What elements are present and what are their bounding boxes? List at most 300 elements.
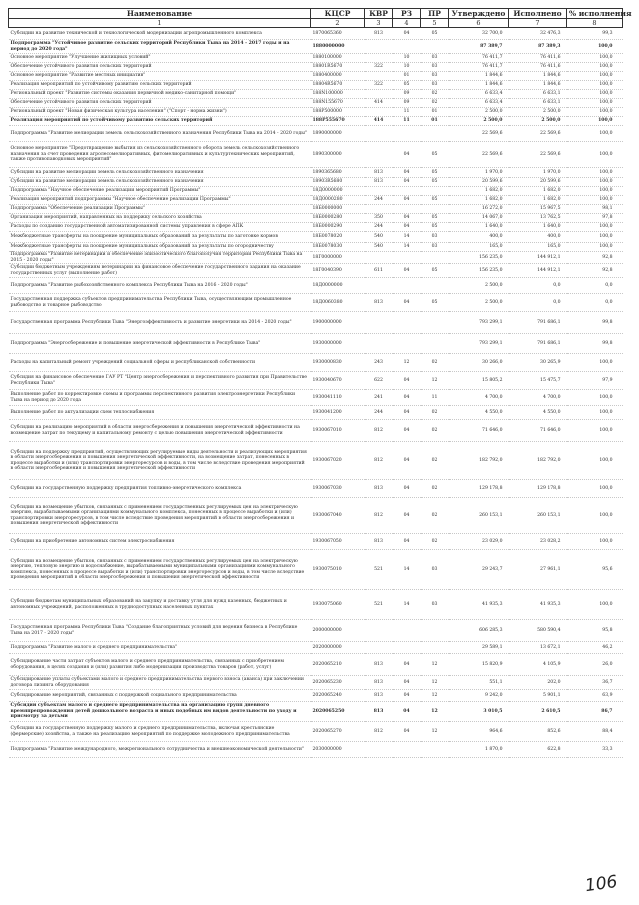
row-approved-cell: 15 820,9: [449, 654, 509, 676]
row-kvr-cell: 813: [365, 654, 393, 676]
row-kvr-cell: 813: [365, 178, 393, 187]
table-row: [9, 702, 623, 722]
row-pr-cell: [421, 742, 449, 758]
row-percent-cell: 92,8: [567, 252, 623, 264]
row-kcsr-cell: 1930041200: [311, 406, 365, 420]
row-kvr-cell: [365, 108, 393, 117]
row-pr-cell: [421, 278, 449, 294]
row-rz-cell: 09: [393, 99, 421, 108]
row-rz-cell: [393, 252, 421, 264]
row-kcsr-cell: 188P500000: [311, 108, 365, 117]
table-row: [9, 294, 623, 312]
table-row: [9, 420, 623, 442]
row-kvr-cell: 611: [365, 264, 393, 278]
row-percent-cell: 100,0: [567, 590, 623, 620]
row-kcsr-cell: 2020065270: [311, 722, 365, 742]
row-kcsr-cell: 1930067050: [311, 534, 365, 550]
table-row: [9, 550, 623, 590]
row-percent-cell: 97,8: [567, 214, 623, 223]
row-kvr-cell: 813: [365, 534, 393, 550]
row-percent-cell: 100,0: [567, 498, 623, 534]
header-number: 1: [9, 19, 311, 28]
row-approved-cell: 22 569,6: [449, 126, 509, 142]
row-percent-cell: 99,8: [567, 312, 623, 334]
row-percent-cell: 100,0: [567, 534, 623, 550]
row-kvr-cell: [365, 278, 393, 294]
row-kvr-cell: [365, 312, 393, 334]
row-approved-cell: 23 029,0: [449, 534, 509, 550]
row-executed-cell: 165,0: [509, 243, 567, 252]
row-executed-cell: 4 105,9: [509, 654, 567, 676]
row-kvr-cell: [365, 72, 393, 81]
row-kcsr-cell: 18Б0000290: [311, 223, 365, 232]
row-approved-cell: 32 700,0: [449, 28, 509, 40]
table-row: [9, 654, 623, 676]
row-approved-cell: 1 870,0: [449, 742, 509, 758]
row-pr-cell: [421, 252, 449, 264]
row-percent-cell: 26,0: [567, 654, 623, 676]
table-row: [9, 142, 623, 168]
row-kcsr-cell: 188N155670: [311, 99, 365, 108]
row-executed-cell: 791 686,1: [509, 334, 567, 354]
row-rz-cell: 04: [393, 390, 421, 406]
row-approved-cell: 260 153,1: [449, 498, 509, 534]
row-percent-cell: 100,0: [567, 442, 623, 480]
row-kvr-cell: [365, 40, 393, 54]
table-row: [9, 196, 623, 205]
row-name-cell: Субсидии на возмещение убытков, связанных с применением государственных регулируемых цен на электрическую энергию, вырабатываемыми организациями коммунального комплекса, понесенных в процессе выработки и (или) транспортировки энергоресурсов, в том числе вследствие проведения мероприятий в области энергосбережения и повышения энергетической эффективности: [9, 498, 311, 534]
row-approved-cell: 14 067,0: [449, 214, 509, 223]
row-pr-cell: 02: [421, 534, 449, 550]
row-pr-cell: 11: [421, 390, 449, 406]
header-percent: % исполнения: [567, 9, 623, 19]
row-rz-cell: 10: [393, 54, 421, 63]
table-row: [9, 205, 623, 214]
row-approved-cell: 3 010,5: [449, 702, 509, 722]
row-percent-cell: 100,0: [567, 223, 623, 232]
row-kvr-cell: 813: [365, 676, 393, 690]
table-row: [9, 81, 623, 90]
row-rz-cell: 04: [393, 168, 421, 178]
header-pr: ПР: [421, 9, 449, 19]
row-name-cell: Субсидирование мероприятий, связанных с поддержкой социального предпринимательства: [9, 690, 311, 702]
row-rz-cell: 04: [393, 690, 421, 702]
row-percent-cell: 100,0: [567, 72, 623, 81]
row-kcsr-cell: 2030000000: [311, 742, 365, 758]
table-row: [9, 534, 623, 550]
row-percent-cell: 100,0: [567, 142, 623, 168]
row-name-cell: Расходы на капитальный ремонт учреждений социальной сферы и республиканской собственности: [9, 354, 311, 372]
row-kvr-cell: 414: [365, 117, 393, 126]
table-row: [9, 480, 623, 498]
table-row: [9, 63, 623, 72]
row-executed-cell: 20 599,6: [509, 178, 567, 187]
row-rz-cell: 04: [393, 534, 421, 550]
table-row: [9, 498, 623, 534]
row-kcsr-cell: 2020065210: [311, 654, 365, 676]
header-row: [9, 9, 623, 19]
row-rz-cell: 14: [393, 243, 421, 252]
row-kcsr-cell: 1880100000: [311, 54, 365, 63]
row-pr-cell: 02: [421, 498, 449, 534]
row-rz-cell: [393, 312, 421, 334]
row-name-cell: Основное мероприятие "Предотвращение выбытия из сельскохозяйственного оборота земель сельскохозяйственного назначения за счет проведения агролесомелиоративных, фитомелиоративных и культуртехнических мероприятий, также противопаводковых мероприятий": [9, 142, 311, 168]
row-rz-cell: 04: [393, 214, 421, 223]
table-row: [9, 90, 623, 99]
row-rz-cell: [393, 278, 421, 294]
row-pr-cell: 12: [421, 722, 449, 742]
row-rz-cell: 04: [393, 178, 421, 187]
row-rz-cell: [393, 205, 421, 214]
row-name-cell: Государственная поддержка субъектов предпринимательства Республики Тыва, осуществляющим промышленное рыбоводство и товарное рыбоводство: [9, 294, 311, 312]
row-percent-cell: 100,0: [567, 63, 623, 72]
row-percent-cell: 100,0: [567, 480, 623, 498]
row-approved-cell: 165,0: [449, 243, 509, 252]
row-percent-cell: 86,7: [567, 702, 623, 722]
row-kvr-cell: [365, 334, 393, 354]
table-row: [9, 742, 623, 758]
table-body: [9, 28, 623, 758]
row-pr-cell: 12: [421, 676, 449, 690]
row-name-cell: Подпрограмма "Развитие малого и среднего предпринимательства": [9, 642, 311, 654]
row-executed-cell: 202,0: [509, 676, 567, 690]
row-percent-cell: 0,0: [567, 278, 623, 294]
row-kvr-cell: [365, 54, 393, 63]
row-kcsr-cell: 1890000000: [311, 126, 365, 142]
row-pr-cell: 03: [421, 81, 449, 90]
row-name-cell: Субсидии бюджетным учреждениям ветеринарии на финансовое обеспечение государственного задания на оказание государственных услуг (выполнение работ): [9, 264, 311, 278]
row-rz-cell: 04: [393, 28, 421, 40]
table-row: [9, 214, 623, 223]
row-rz-cell: 11: [393, 108, 421, 117]
row-rz-cell: 09: [393, 90, 421, 99]
row-name-cell: Субсидии на приобретение автономных систем электроснабжения: [9, 534, 311, 550]
row-kvr-cell: 812: [365, 722, 393, 742]
row-approved-cell: 4 700,0: [449, 390, 509, 406]
row-name-cell: Выполнение работ по актуализации схем теплоснабжения: [9, 406, 311, 420]
row-kcsr-cell: 1930067020: [311, 442, 365, 480]
row-executed-cell: 1 970,0: [509, 168, 567, 178]
table-row: [9, 232, 623, 243]
row-name-cell: Организация мероприятий, направленных на поддержку сельского хозяйства: [9, 214, 311, 223]
row-pr-cell: 02: [421, 480, 449, 498]
header-name: Наименование: [9, 9, 311, 19]
row-pr-cell: 02: [421, 354, 449, 372]
row-name-cell: Субсидия на финансовое обеспечение ГАУ РТ "Центр энергосбережения и перспективного развития при Правительстве Республики Тыва": [9, 372, 311, 390]
row-name-cell: Субсидирование уплаты субъектами малого и среднего предпринимательства первого взноса (аванса) при заключении договора лизинга оборудования: [9, 676, 311, 690]
row-kcsr-cell: 1930067010: [311, 420, 365, 442]
header-number: 8: [567, 19, 623, 28]
row-rz-cell: [393, 642, 421, 654]
row-approved-cell: 2 500,0: [449, 278, 509, 294]
row-executed-cell: 13 672,1: [509, 642, 567, 654]
row-percent-cell: 63,9: [567, 690, 623, 702]
row-pr-cell: 02: [421, 442, 449, 480]
row-approved-cell: 22 569,6: [449, 142, 509, 168]
row-name-cell: Подпрограмма "Научное обеспечение реализации мероприятий Программы": [9, 187, 311, 196]
row-rz-cell: 04: [393, 294, 421, 312]
row-approved-cell: 129 178,8: [449, 480, 509, 498]
row-pr-cell: [421, 205, 449, 214]
row-kcsr-cell: 1930000830: [311, 354, 365, 372]
row-kcsr-cell: 18Д0000280: [311, 196, 365, 205]
row-rz-cell: [393, 126, 421, 142]
row-approved-cell: 29 243,7: [449, 550, 509, 590]
row-percent-cell: 99,3: [567, 28, 623, 40]
row-executed-cell: 1 682,0: [509, 187, 567, 196]
row-kvr-cell: 813: [365, 480, 393, 498]
row-rz-cell: 01: [393, 72, 421, 81]
document-sheet: [8, 8, 632, 758]
row-approved-cell: 793 299,1: [449, 312, 509, 334]
row-percent-cell: 100,0: [567, 420, 623, 442]
row-name-cell: Субсидии на возмещение убытков, связанных с применением государственных регулируемых цен на электрическую энергию, тепловую энергию и водоснабжение, вырабатываемыми муниципальными организациями коммунального комплекса, понесенных в процессе выработки и (или) транспортировки энергоресурсов и воды, в том числе вследствие проведения мероприятий в области энергосбережения и повышения энергетической эффективности: [9, 550, 311, 590]
row-rz-cell: 14: [393, 232, 421, 243]
row-kcsr-cell: 1870065360: [311, 28, 365, 40]
row-executed-cell: 129 178,8: [509, 480, 567, 498]
row-executed-cell: 15 967,5: [509, 205, 567, 214]
row-kvr-cell: [365, 90, 393, 99]
row-executed-cell: 6 633,1: [509, 90, 567, 99]
row-name-cell: Субсидии на поддержку предприятий, осуществляющих регулируемые виды деятельности и реализующих мероприятия в области энергосбережения и повышения энергетической эффективности, на возмещение затрат, понесенных в процессе выработки и (или) транспортировки энергоресурсов и воды, в том числе вследствие проведения мероприятий в области энергосбережения и повышения энергетической эффективности: [9, 442, 311, 480]
row-kcsr-cell: 2020065250: [311, 702, 365, 722]
row-rz-cell: [393, 187, 421, 196]
row-executed-cell: 1 844,6: [509, 72, 567, 81]
budget-execution-table: [8, 8, 632, 758]
row-percent-cell: 100,0: [567, 54, 623, 63]
row-pr-cell: [421, 40, 449, 54]
row-rz-cell: 04: [393, 654, 421, 676]
row-executed-cell: 5 901,1: [509, 690, 567, 702]
table-row: [9, 126, 623, 142]
table-row: [9, 334, 623, 354]
row-executed-cell: 41 935,3: [509, 590, 567, 620]
row-name-cell: Обеспечение устойчивого развития сельских территорий: [9, 99, 311, 108]
row-percent-cell: 100,0: [567, 99, 623, 108]
row-approved-cell: 20 599,6: [449, 178, 509, 187]
row-approved-cell: 29 589,1: [449, 642, 509, 654]
row-name-cell: Подпрограмма "Развитие ветеринарии и обеспечение эпизоотического благополучия территории Республики Тыва на 2015 - 2020 годы": [9, 252, 311, 264]
header-number-row: [9, 19, 623, 28]
row-kcsr-cell: 18903R5680: [311, 178, 365, 187]
row-executed-cell: 144 912,1: [509, 252, 567, 264]
row-percent-cell: 100,0: [567, 354, 623, 372]
header-executed: Исполнено: [509, 9, 567, 19]
row-name-cell: Субсидии на реализацию мероприятий в области энергосбережения и повышения энергетической эффективности на возмещение затрат по текущему и капитальному ремонту с целью повышения энергетической эффективности: [9, 420, 311, 442]
row-pr-cell: [421, 334, 449, 354]
row-executed-cell: 23 028,2: [509, 534, 567, 550]
row-rz-cell: [393, 334, 421, 354]
row-rz-cell: 04: [393, 264, 421, 278]
row-rz-cell: 04: [393, 223, 421, 232]
row-pr-cell: [421, 642, 449, 654]
header-approved: Утверждено: [449, 9, 509, 19]
row-name-cell: Субсидии на государственную поддержку предприятия топливно-энергетического комплекса: [9, 480, 311, 498]
row-approved-cell: 156 235,0: [449, 252, 509, 264]
row-executed-cell: 2 500,0: [509, 117, 567, 126]
row-approved-cell: 9 242,0: [449, 690, 509, 702]
row-percent-cell: 100,0: [567, 196, 623, 205]
row-rz-cell: 12: [393, 354, 421, 372]
row-approved-cell: 182 792,0: [449, 442, 509, 480]
row-kcsr-cell: 1930075060: [311, 590, 365, 620]
row-pr-cell: 05: [421, 294, 449, 312]
row-kcsr-cell: 1930041110: [311, 390, 365, 406]
row-kvr-cell: 540: [365, 243, 393, 252]
row-kcsr-cell: 18Б0078030: [311, 243, 365, 252]
row-name-cell: Государственная программа Республики Тыва "Энергоэффективность и развитие энергетики на 2014 - 2020 годы": [9, 312, 311, 334]
row-executed-cell: 76 411,6: [509, 54, 567, 63]
row-kvr-cell: 813: [365, 294, 393, 312]
table-row: [9, 28, 623, 40]
row-kcsr-cell: 18Б0000000: [311, 205, 365, 214]
row-executed-cell: 852,6: [509, 722, 567, 742]
row-kvr-cell: 521: [365, 590, 393, 620]
row-rz-cell: [393, 742, 421, 758]
row-rz-cell: 11: [393, 117, 421, 126]
row-approved-cell: 30 266,0: [449, 354, 509, 372]
row-executed-cell: 71 646,0: [509, 420, 567, 442]
table-header: [9, 9, 632, 28]
row-name-cell: Основное мероприятие "Развитие местных инициатив": [9, 72, 311, 81]
row-approved-cell: 6 633,4: [449, 90, 509, 99]
row-executed-cell: 76 411,6: [509, 63, 567, 72]
row-kvr-cell: 414: [365, 99, 393, 108]
row-rz-cell: [393, 40, 421, 54]
row-percent-cell: 36,7: [567, 676, 623, 690]
row-executed-cell: 144 912,1: [509, 264, 567, 278]
table-row: [9, 252, 623, 264]
row-kcsr-cell: 1890365680: [311, 168, 365, 178]
header-number: 6: [449, 19, 509, 28]
row-approved-cell: 15 805,2: [449, 372, 509, 390]
row-name-cell: Межбюджетные трансферты на поощрение муниципальных образований за результаты по огородничеству: [9, 243, 311, 252]
row-kcsr-cell: 1930067040: [311, 498, 365, 534]
header-number: 5: [421, 19, 449, 28]
row-percent-cell: 88,4: [567, 722, 623, 742]
row-name-cell: Межбюджетные трансферты на поощрение муниципальных образований за результаты по заготовке кормов: [9, 232, 311, 243]
row-name-cell: Реализация мероприятий подпрограммы "Научное обеспечение реализации Программы": [9, 196, 311, 205]
row-approved-cell: 1 844,6: [449, 81, 509, 90]
page-number: 106: [583, 871, 619, 897]
row-percent-cell: 100,0: [567, 243, 623, 252]
row-approved-cell: 1 844,6: [449, 72, 509, 81]
row-kcsr-cell: 188P555670: [311, 117, 365, 126]
header-number: 4: [393, 19, 421, 28]
row-pr-cell: 02: [421, 90, 449, 99]
table-row: [9, 722, 623, 742]
row-rz-cell: 14: [393, 590, 421, 620]
row-rz-cell: 04: [393, 142, 421, 168]
row-pr-cell: 05: [421, 28, 449, 40]
row-kvr-cell: [365, 126, 393, 142]
row-approved-cell: 41 935,3: [449, 590, 509, 620]
row-name-cell: Подпрограмма "Развитие международного, межрегионального сотрудничества и внешнеэкономической деятельности": [9, 742, 311, 758]
row-pr-cell: [421, 312, 449, 334]
row-executed-cell: 1 640,0: [509, 223, 567, 232]
table-row: [9, 178, 623, 187]
header-rz: РЗ: [393, 9, 421, 19]
row-pr-cell: 05: [421, 196, 449, 205]
row-name-cell: Государственная программа Республики Тыва "Создание благоприятных условий для ведения бизнеса в Республике Тыва на 2017 - 2020 годы": [9, 620, 311, 642]
table-row: [9, 187, 623, 196]
row-rz-cell: 04: [393, 420, 421, 442]
row-pr-cell: 03: [421, 63, 449, 72]
row-approved-cell: 606 285,3: [449, 620, 509, 642]
row-pr-cell: 05: [421, 223, 449, 232]
row-rz-cell: 04: [393, 442, 421, 480]
row-approved-cell: 1 682,0: [449, 196, 509, 205]
row-executed-cell: 622,8: [509, 742, 567, 758]
row-kvr-cell: [365, 742, 393, 758]
table-row: [9, 168, 623, 178]
row-name-cell: Реализация мероприятий по устойчивому развитию сельских территорий: [9, 117, 311, 126]
row-pr-cell: 05: [421, 142, 449, 168]
row-percent-cell: 100,0: [567, 178, 623, 187]
row-percent-cell: 46,2: [567, 642, 623, 654]
table-row: [9, 354, 623, 372]
row-kvr-cell: [365, 187, 393, 196]
row-pr-cell: 03: [421, 54, 449, 63]
row-name-cell: Подпрограмма "Развитие рыбохозяйственного комплекса Республики Тыва на 2016 - 2020 годы": [9, 278, 311, 294]
row-kcsr-cell: 1930075010: [311, 550, 365, 590]
row-approved-cell: 2 500,0: [449, 294, 509, 312]
table-row: [9, 676, 623, 690]
row-rz-cell: 14: [393, 550, 421, 590]
table-row: [9, 442, 623, 480]
row-kvr-cell: 521: [365, 550, 393, 590]
row-name-cell: Субсидии на развитие технической и технологической модернизации агропромышленного комплекса: [9, 28, 311, 40]
row-approved-cell: 16 272,0: [449, 205, 509, 214]
row-pr-cell: 12: [421, 372, 449, 390]
row-kvr-cell: 241: [365, 390, 393, 406]
row-executed-cell: 22 569,6: [509, 126, 567, 142]
row-executed-cell: 13 762,5: [509, 214, 567, 223]
row-percent-cell: 92,8: [567, 264, 623, 278]
row-percent-cell: 100,0: [567, 90, 623, 99]
row-executed-cell: 22 569,6: [509, 142, 567, 168]
row-kcsr-cell: 1880400000: [311, 72, 365, 81]
row-kvr-cell: [365, 642, 393, 654]
row-executed-cell: 87 389,3: [509, 40, 567, 54]
row-pr-cell: [421, 187, 449, 196]
row-name-cell: Субсидии субъектам малого и среднего предпринимательства на организацию групп дневного времяпрепровождения детей дошкольного возраста и иных подобных им видов деятельности по уходу и присмотру за детьми: [9, 702, 311, 722]
header-number: 2: [311, 19, 365, 28]
row-kvr-cell: 812: [365, 420, 393, 442]
table-row: [9, 40, 623, 54]
table-row: [9, 590, 623, 620]
row-pr-cell: 03: [421, 232, 449, 243]
row-pr-cell: 03: [421, 243, 449, 252]
row-approved-cell: 6 633,4: [449, 99, 509, 108]
row-kvr-cell: 350: [365, 214, 393, 223]
row-pr-cell: [421, 126, 449, 142]
row-percent-cell: 99,8: [567, 334, 623, 354]
row-rz-cell: 04: [393, 676, 421, 690]
row-percent-cell: 95,6: [567, 550, 623, 590]
row-pr-cell: 12: [421, 654, 449, 676]
row-kcsr-cell: 18Д0000000: [311, 278, 365, 294]
row-kvr-cell: 813: [365, 690, 393, 702]
row-approved-cell: 2 500,0: [449, 108, 509, 117]
row-kcsr-cell: 188N100000: [311, 90, 365, 99]
row-kvr-cell: 813: [365, 702, 393, 722]
row-name-cell: Подпрограмма "Развитие мелиорации земель сельскохозяйственного назначения Республики Тыва на 2014 - 2020 годы": [9, 126, 311, 142]
row-kvr-cell: 812: [365, 442, 393, 480]
row-name-cell: Подпрограмма "Обеспечение реализации Программы": [9, 205, 311, 214]
table-row: [9, 372, 623, 390]
row-percent-cell: 100,0: [567, 81, 623, 90]
